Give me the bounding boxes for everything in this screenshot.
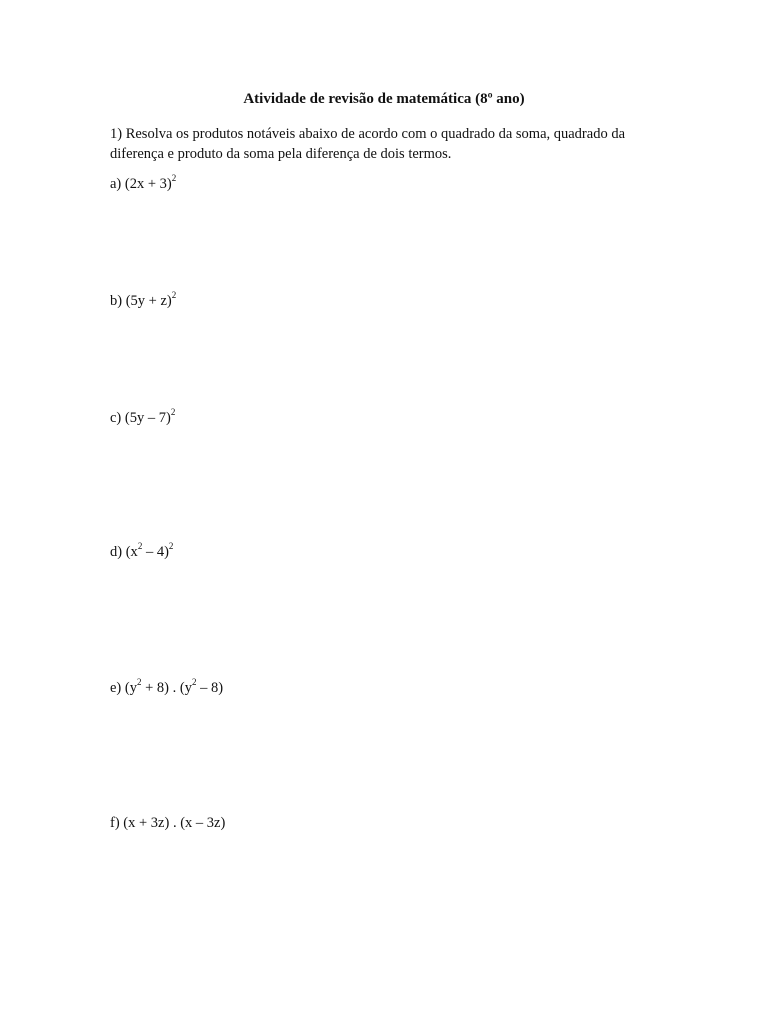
expression-part: – 4): [142, 544, 169, 560]
exponent: 2: [191, 677, 197, 688]
exponent: 2: [168, 541, 174, 552]
instruction-line-1: 1) Resolva os produtos notáveis abaixo de acordo com o quadrado da soma, quadrado da: [110, 126, 626, 142]
expression-part: – 8): [196, 680, 224, 696]
expression-part: (x: [125, 544, 138, 560]
exponent: 2: [171, 173, 177, 184]
exercise-item-d: [110, 542, 173, 562]
exponent: 2: [136, 677, 142, 688]
exponent: 2: [137, 541, 143, 552]
exercise-item-f: [110, 813, 225, 833]
expression-part: + 8) . (y: [141, 680, 192, 696]
document-title: Atividade de revisão de matemática (8º ano): [243, 91, 525, 107]
item-letter: b): [110, 293, 123, 309]
item-letter: c): [110, 410, 122, 426]
item-letter: d): [110, 544, 123, 560]
item-letter: a): [110, 176, 122, 192]
expression-part: (5y + z): [125, 293, 172, 309]
item-letter: f): [110, 815, 120, 831]
exercise-item-c: [110, 408, 175, 428]
exercise-item-e: [110, 678, 223, 698]
exercise-item-a: [110, 174, 176, 194]
exponent: 2: [170, 407, 176, 418]
exponent: 2: [171, 290, 177, 301]
expression-part: (5y – 7): [124, 410, 171, 426]
expression-part: (x + 3z) . (x – 3z): [123, 815, 226, 831]
expression-part: (y: [124, 680, 137, 696]
instruction-line-2: diferença e produto da soma pela diferença de dois termos.: [110, 146, 452, 162]
expression-part: (2x + 3): [124, 176, 172, 192]
exercise-item-b: [110, 291, 176, 311]
question-instruction: [110, 124, 670, 164]
item-letter: e): [110, 680, 122, 696]
